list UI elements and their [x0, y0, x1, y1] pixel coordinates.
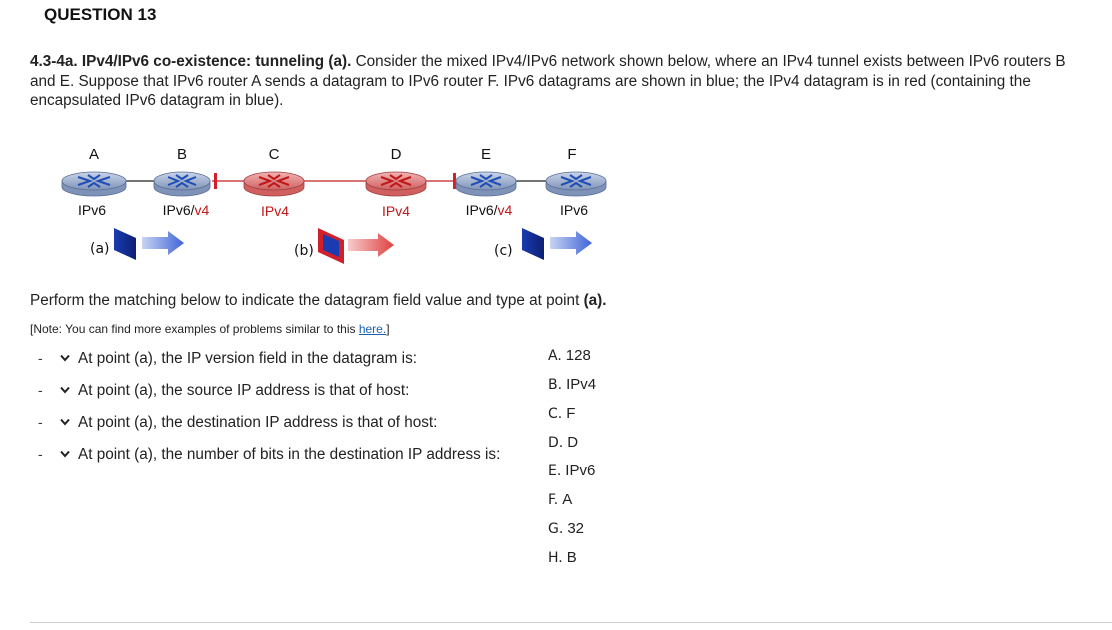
instruction-bold: (a).	[583, 292, 607, 309]
option-item	[548, 347, 591, 364]
router-d-type: IPv4	[381, 203, 411, 219]
router-d-name: D	[390, 146, 402, 163]
select-value: -	[38, 414, 43, 430]
match-text-2: At point (a), the source IP address is that of host:	[78, 382, 410, 399]
option-item	[548, 462, 595, 479]
router-b-type: IPv6/v4	[162, 202, 210, 218]
option-value: IPv6	[565, 462, 596, 479]
match-row	[32, 412, 437, 434]
router-c-name: C	[268, 146, 280, 163]
option-letter: A.	[548, 348, 562, 364]
chevron-down-icon	[60, 418, 70, 426]
router-e-icon	[456, 172, 516, 196]
arrow-right-icon-c	[550, 231, 592, 255]
router-a-icon	[62, 172, 126, 196]
router-e-type: IPv6/v4	[465, 202, 513, 218]
option-letter: C.	[548, 406, 563, 422]
match-text-4: At point (a), the number of bits in the destination IP address is:	[78, 446, 501, 463]
match-select-3[interactable]	[32, 412, 72, 434]
chevron-down-icon	[60, 450, 70, 458]
router-d-icon	[366, 172, 426, 196]
arrow-right-red-icon	[348, 233, 394, 257]
note	[30, 322, 390, 336]
match-row	[32, 444, 500, 466]
router-b-icon	[154, 172, 210, 196]
question-text	[30, 52, 1090, 111]
option-value: IPv4	[566, 376, 597, 393]
option-item	[548, 376, 596, 393]
option-value: 32	[567, 520, 584, 537]
select-value: -	[38, 382, 43, 398]
select-value: -	[38, 446, 43, 462]
router-f-name: F	[567, 146, 577, 163]
select-value: -	[38, 350, 43, 366]
router-c-type: IPv4	[260, 203, 290, 219]
tunnel-endpoint-e	[453, 173, 456, 189]
match-select-4[interactable]	[32, 444, 72, 466]
ipv6-datagram-icon-c	[522, 228, 544, 260]
option-item	[548, 520, 584, 537]
option-value: 128	[565, 347, 591, 364]
chevron-down-icon	[60, 386, 70, 394]
option-value: B	[566, 549, 577, 566]
option-item	[548, 434, 578, 451]
router-f-type: IPv6	[559, 202, 589, 218]
ipv6-datagram-icon	[114, 228, 136, 260]
router-b-name: B	[176, 146, 188, 163]
match-row	[32, 348, 417, 370]
option-letter: D.	[548, 435, 564, 451]
question-heading: 4.3-4a. IPv4/IPv6 co-existence: tunneling (a).	[30, 53, 352, 70]
match-select-1[interactable]	[32, 348, 72, 370]
note-suffix: ]	[386, 322, 390, 336]
option-item	[548, 549, 577, 566]
network-diagram	[40, 140, 640, 270]
option-letter: F.	[548, 492, 559, 508]
question-body: Consider the mixed IPv4/IPv6 network shown below, where an IPv4 tunnel exists between IPv6 routers B and E. Suppose that IPv6 router A sends a datagram to IPv6 router F. IPv6 datagrams are shown in blue; the IPv4 datagram is in red (containing the encapsulated IPv6 datagram in blue).	[30, 53, 1066, 109]
option-letter: B.	[548, 377, 563, 393]
question-title: QUESTION 13	[44, 5, 157, 24]
router-a-name: A	[88, 146, 100, 163]
match-select-2[interactable]	[32, 380, 72, 402]
tunnel-endpoint-b	[214, 173, 217, 189]
option-value: D	[567, 434, 579, 451]
match-row	[32, 380, 409, 402]
instruction-text: Perform the matching below to indicate the datagram field value and type at point	[30, 292, 584, 309]
router-c-icon	[244, 172, 304, 196]
note-prefix: [Note: You can find more examples of problems similar to this	[30, 322, 359, 336]
router-a-type: IPv6	[77, 202, 107, 218]
point-b-label: (b)	[294, 243, 314, 259]
option-value: A	[562, 491, 573, 508]
option-letter: E.	[548, 463, 562, 479]
chevron-down-icon	[60, 354, 70, 362]
divider	[30, 622, 1112, 623]
option-item	[548, 491, 572, 508]
arrow-right-icon	[142, 231, 184, 255]
instruction	[30, 292, 607, 310]
option-value: F	[566, 405, 576, 422]
option-item	[548, 405, 575, 422]
option-letter: H.	[548, 550, 563, 566]
match-text-3: At point (a), the destination IP address is that of host:	[78, 414, 438, 431]
note-link[interactable]: here.	[358, 322, 387, 336]
option-letter: G.	[548, 521, 564, 537]
match-text-1: At point (a), the IP version field in the datagram is:	[78, 350, 417, 367]
router-e-name: E	[480, 146, 492, 163]
point-c-label: (c)	[494, 243, 513, 259]
router-f-icon	[546, 172, 606, 196]
point-a-label: (a)	[90, 241, 110, 257]
